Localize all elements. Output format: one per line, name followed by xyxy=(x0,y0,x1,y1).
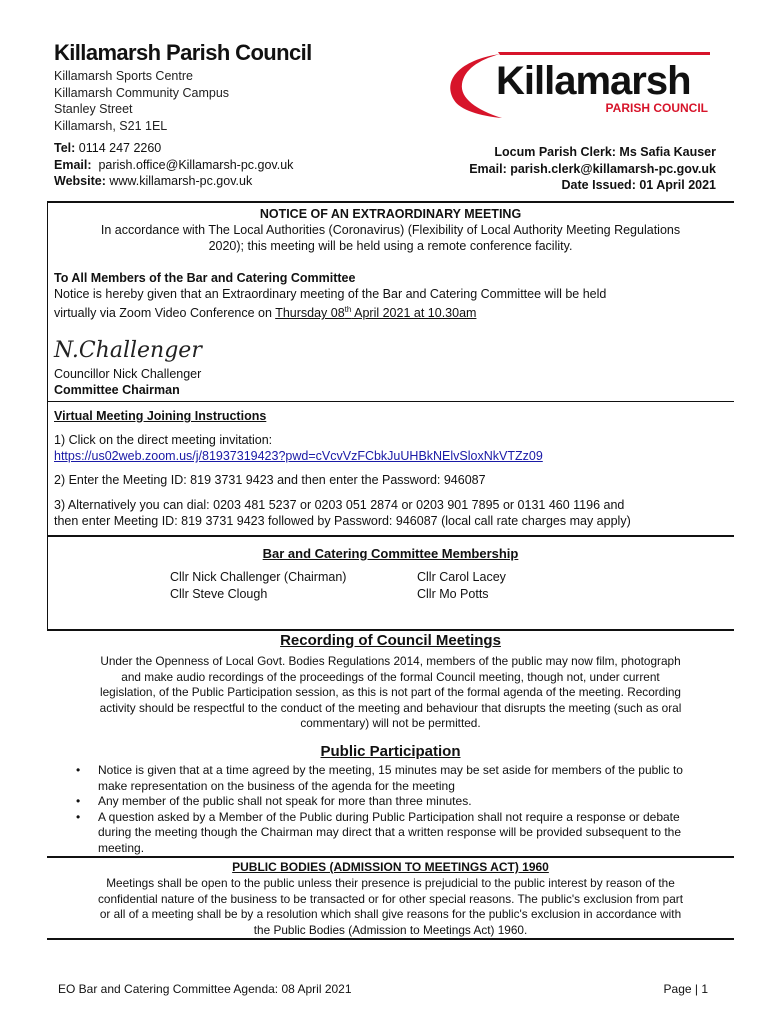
meeting-date-b: April 2021 at 10.30am xyxy=(351,306,477,321)
address-line: Stanley Street xyxy=(54,102,133,116)
contact-details xyxy=(54,140,293,190)
admission-heading: PUBLIC BODIES (ADMISSION TO MEETINGS ACT) 1960 xyxy=(232,860,549,874)
member-list-left xyxy=(170,569,346,602)
joining-heading: Virtual Meeting Joining Instructions xyxy=(54,409,267,423)
member: Cllr Steve Clough xyxy=(170,586,268,601)
admission-line: confidential nature of the business to be transacted or for other special reasons. The public's exclusion from part xyxy=(98,891,683,906)
member-list-right xyxy=(417,569,506,602)
email-value: parish.office@Killamarsh-pc.gov.uk xyxy=(91,157,294,172)
email-label: Email: xyxy=(54,157,92,172)
logo-sub-text: PARISH COUNCIL xyxy=(605,101,708,115)
to-members: To All Members of the Bar and Catering Committee xyxy=(54,271,356,285)
signer-name: Councillor Nick Challenger xyxy=(54,367,202,381)
logo-main-text: Killamarsh xyxy=(496,59,691,103)
recording-heading: Recording of Council Meetings xyxy=(280,632,501,649)
admission-line: the Public Bodies (Admission to Meetings Act) 1960. xyxy=(253,922,528,937)
notice-body: Notice is hereby given that an Extraordinary meeting of the Bar and Catering Committee will be held xyxy=(54,287,607,301)
recording-line: Under the Openness of Local Govt. Bodies Regulations 2014, members of the public may now film, photograph xyxy=(100,654,681,668)
meeting-date xyxy=(275,306,476,320)
divider xyxy=(47,629,734,631)
divider xyxy=(47,856,734,858)
admission-text xyxy=(47,876,734,938)
joining-step-3: 3) Alternatively you can dial: 0203 481 5237 or 0203 051 2874 or 0203 901 7895 or 0131 460 1196 and xyxy=(54,498,625,512)
recording-line: legislation, of the Public Participation session, as this is not part of the formal agenda of the meeting. Recording xyxy=(100,685,681,699)
signer-role: Committee Chairman xyxy=(54,383,180,397)
participation-list xyxy=(54,763,714,856)
admission-line: or all of a meeting shall be by a resolution which shall give reasons for the public's exclusion in accordance with xyxy=(99,907,682,921)
address-line: Killamarsh, S21 1EL xyxy=(54,118,168,133)
meeting-date-a: Thursday 08 xyxy=(275,306,345,321)
notice-line: 2020); this meeting will be held using a remote conference facility. xyxy=(208,239,573,253)
member: Cllr Carol Lacey xyxy=(417,570,506,584)
notice-body-date xyxy=(54,302,476,322)
zoom-meeting-link[interactable]: https://us02web.zoom.us/j/81937319423?pwd=cVcvVzFCbkJuUHBkNElvSloxNkVTZz09 xyxy=(54,449,543,463)
membership-heading: Bar and Catering Committee Membership xyxy=(262,546,519,561)
notice-line: In accordance with The Local Authorities (Coronavirus) (Flexibility of Local Authority Meeting Regulations xyxy=(100,223,681,237)
recording-text xyxy=(47,654,734,732)
council-address xyxy=(54,68,229,134)
address-line: Killamarsh Community Campus xyxy=(54,85,230,100)
page-number: Page | 1 xyxy=(663,982,708,996)
joining-step-1: 1) Click on the direct meeting invitation: xyxy=(54,433,273,447)
recording-line: activity should be respectful to the conduct of the meeting and behaviour that disrupts the meeting (such as oral xyxy=(99,700,682,715)
member: Cllr Mo Potts xyxy=(417,586,489,601)
logo-swoosh xyxy=(450,54,502,118)
footer-title: EO Bar and Catering Committee Agenda: 08 April 2021 xyxy=(58,982,352,996)
participation-bullet: • Notice is given that at a time agreed by the meeting, 15 minutes may be set aside for members of the public to make representation on the business of the agenda for the meeting xyxy=(54,763,714,794)
killamarsh-logo xyxy=(440,50,718,122)
recording-line: and make audio recordings of the proceedings of the formal Council meeting, though not, under current xyxy=(121,669,660,684)
member: Cllr Nick Challenger (Chairman) xyxy=(170,570,347,584)
recording-line: commentary) will not be permitted. xyxy=(300,716,481,730)
participation-heading: Public Participation xyxy=(320,743,461,760)
meeting-date-sup: th xyxy=(344,305,352,314)
divider xyxy=(47,201,734,203)
council-name: Killamarsh Parish Council xyxy=(54,40,312,65)
tel-label: Tel: xyxy=(54,141,76,155)
signature: N.Challenger xyxy=(54,338,202,363)
joining-step-3: then enter Meeting ID: 819 3731 9423 followed by Password: 946087 (local call rate charges may apply) xyxy=(54,514,631,528)
admission-line: Meetings shall be open to the public unless their presence is prejudicial to the public interest by reason of the xyxy=(106,876,675,890)
participation-bullet: • A question asked by a Member of the Public during Public Participation shall not require a response or debate during the meeting though the Chairman may direct that a written response will be provided subsequent to the meeting. xyxy=(54,810,714,857)
clerk-email: Email: parish.clerk@killamarsh-pc.gov.uk xyxy=(469,161,716,176)
tel-value: 0114 247 2260 xyxy=(75,141,162,155)
clerk-details xyxy=(469,144,716,194)
divider xyxy=(47,401,734,402)
clerk-name: Locum Parish Clerk: Ms Safia Kauser xyxy=(494,145,716,159)
participation-bullet: • Any member of the public shall not speak for more than three minutes. xyxy=(54,794,714,810)
joining-step-2: 2) Enter the Meeting ID: 819 3731 9423 and then enter the Password: 946087 xyxy=(54,473,486,487)
notice-title: NOTICE OF AN EXTRAORDINARY MEETING xyxy=(259,207,522,221)
date-issued: Date Issued: 01 April 2021 xyxy=(561,178,716,192)
website-value: www.killamarsh-pc.gov.uk xyxy=(105,174,253,188)
address-line: Killamarsh Sports Centre xyxy=(54,69,193,83)
divider xyxy=(47,535,734,537)
divider xyxy=(47,938,734,940)
website-label: Website: xyxy=(54,174,106,188)
notice-body-prefix: virtually via Zoom Video Conference on xyxy=(54,306,276,321)
